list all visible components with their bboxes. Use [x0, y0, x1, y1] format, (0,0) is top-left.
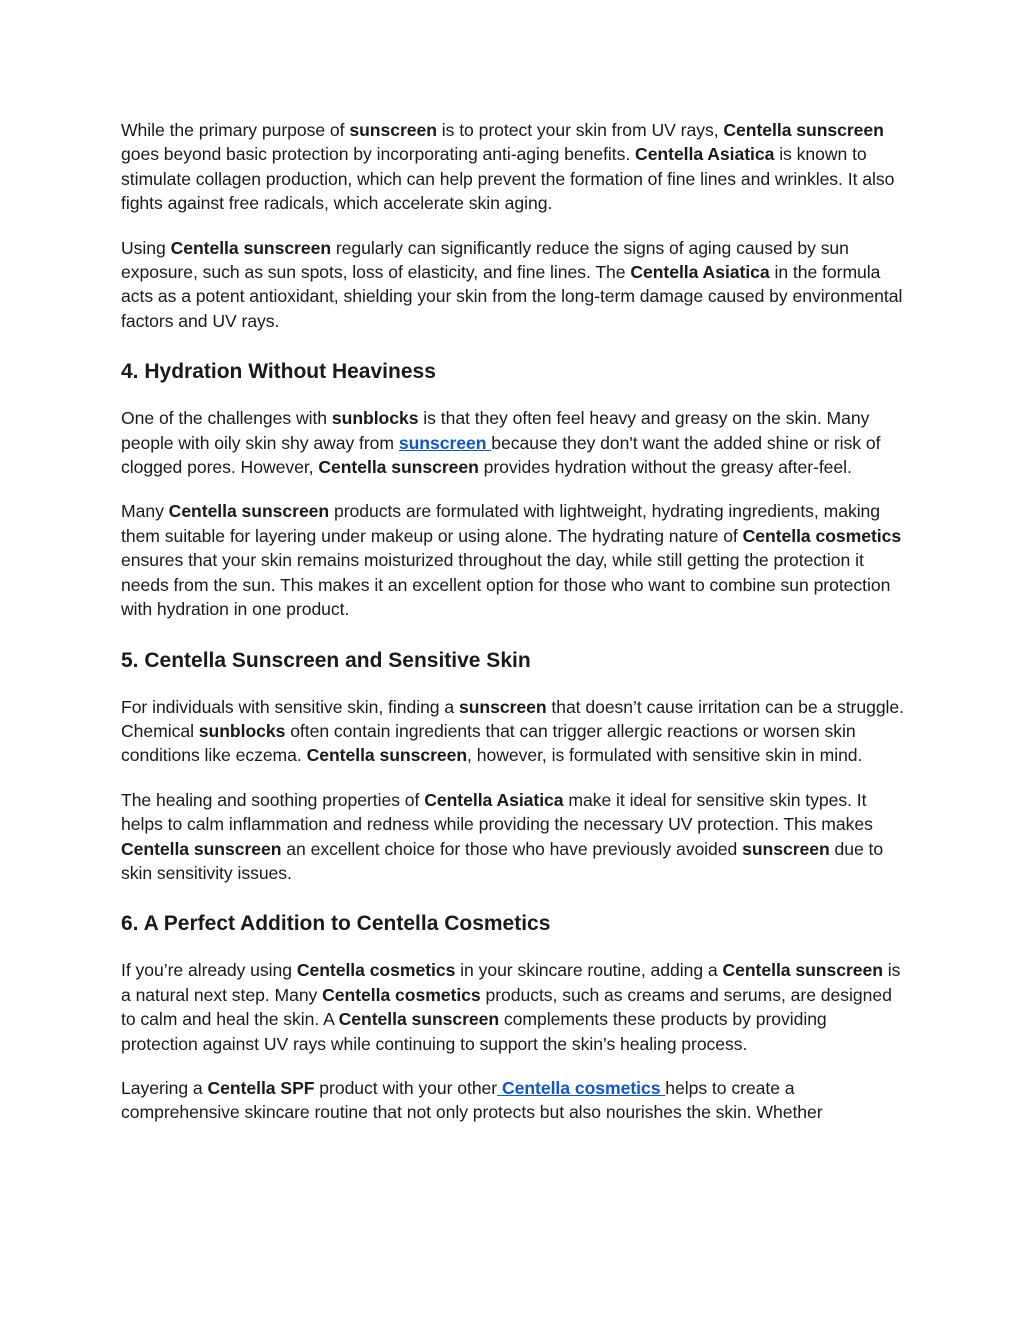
text-run: provides hydration without the greasy after-feel.: [478, 457, 852, 478]
bold-keyword: Centella sunscreen: [121, 838, 282, 859]
bold-keyword: Centella cosmetics: [322, 984, 481, 1005]
text-run: Using: [121, 237, 171, 258]
heading-sensitive-skin: 5. Centella Sunscreen and Sensitive Skin: [121, 648, 531, 672]
bold-keyword: sunscreen: [458, 696, 547, 717]
text-run: is a natural next step. Many: [121, 960, 901, 1005]
text-run: products, such as creams and serums, are designed to calm and heal the skin. A: [121, 984, 892, 1030]
text-run: regularly can significantly reduce the signs of aging caused by sun exposure, such as sun spots, loss of elasticity, and fine lines. The: [121, 237, 849, 283]
text-run: complements these products by providing protection against UV rays while continuing to support the skin’s healing process.: [121, 1009, 827, 1054]
bold-keyword: Centella sunscreen: [723, 120, 884, 140]
bold-keyword: sunblocks: [331, 408, 419, 429]
bold-keyword: Centella sunscreen: [168, 501, 330, 522]
heading-centella-cosmetics: 6. A Perfect Addition to Centella Cosmetics: [121, 912, 551, 936]
text-run: is that they often feel heavy and greasy on the skin. Many people with oily skin shy away from: [121, 408, 870, 453]
text-run: If you’re already using: [121, 960, 297, 981]
text-run: products are formulated with lightweight, hydrating ingredients, making them suitable for layering under makeup or using alone. The hydrating nature of: [121, 501, 881, 546]
paragraph: [121, 406, 905, 479]
bold-keyword: sunscreen: [349, 120, 437, 140]
paragraph: [121, 118, 905, 216]
text-run: in the formula acts as a potent antioxidant, shielding your skin from the long-term damage caused by environmental factors and UV rays.: [121, 262, 903, 331]
paragraph: [121, 499, 905, 621]
text-run: The healing and soothing properties of: [121, 789, 425, 810]
bold-keyword: sunblocks: [198, 720, 286, 741]
heading-hydration: 4. Hydration Without Heaviness: [121, 360, 436, 384]
text-run: is known to stimulate collagen production, which can help prevent the formation of fine lines and wrinkles. It also fights against free radicals, which accelerate skin aging.: [121, 144, 895, 214]
bold-keyword: Centella Asiatica: [630, 262, 770, 283]
text-run: , however, is formulated with sensitive skin in mind.: [467, 745, 863, 766]
sunscreen-link[interactable]: sunscreen: [398, 432, 492, 453]
bold-keyword: Centella sunscreen: [306, 745, 468, 766]
text-run: ensures that your skin remains moisturized throughout the day, while still getting the protection it needs from the sun. This makes it an excellent option for those who want to combine sun protection with hydration in one product.: [121, 550, 891, 620]
text-run: Layering a: [121, 1077, 208, 1098]
text-run: While the primary purpose of: [121, 120, 350, 140]
bold-keyword: Centella sunscreen: [338, 1009, 500, 1030]
bold-keyword: Centella SPF: [207, 1077, 315, 1098]
centella-cosmetics-link[interactable]: Centella cosmetics: [497, 1077, 666, 1098]
paragraph: [121, 958, 905, 1056]
text-run: product with your other: [314, 1077, 498, 1098]
paragraph: [121, 236, 905, 334]
text-run: Many: [121, 501, 169, 522]
text-run: because they don't want the added shine or risk of clogged pores. However,: [121, 432, 881, 478]
paragraph: [121, 1076, 905, 1125]
bold-keyword: sunscreen: [742, 838, 830, 859]
bold-keyword: Centella Asiatica: [424, 789, 564, 810]
bold-keyword: Centella cosmetics: [742, 525, 902, 546]
bold-keyword: Centella cosmetics: [296, 960, 456, 981]
bold-keyword: Centella sunscreen: [318, 457, 479, 478]
text-run: an excellent choice for those who have previously avoided: [281, 838, 743, 859]
document-page: [121, 118, 905, 1145]
text-run: helps to create a comprehensive skincare routine that not only protects but also nourishes the skin. Whether: [121, 1077, 823, 1123]
text-run: is to protect your skin from UV rays,: [436, 120, 724, 140]
text-run: One of the challenges with: [121, 408, 332, 429]
text-run: For individuals with sensitive skin, finding a: [121, 696, 459, 717]
bold-keyword: Centella sunscreen: [170, 237, 332, 258]
text-run: in your skincare routine, adding a: [455, 960, 723, 981]
bold-keyword: Centella sunscreen: [722, 960, 883, 981]
bold-keyword: Centella Asiatica: [635, 144, 775, 165]
text-run: goes beyond basic protection by incorporating anti-aging benefits.: [121, 144, 636, 165]
text-run: make it ideal for sensitive skin types. It helps to calm inflammation and redness while providing the necessary UV protection. This makes: [121, 789, 873, 835]
text-run: that doesn’t cause irritation can be a struggle. Chemical: [121, 696, 904, 741]
text-run: due to skin sensitivity issues.: [121, 838, 884, 883]
paragraph: [121, 788, 905, 886]
text-run: often contain ingredients that can trigger allergic reactions or worsen skin conditions like eczema.: [121, 720, 856, 766]
paragraph: [121, 695, 905, 768]
